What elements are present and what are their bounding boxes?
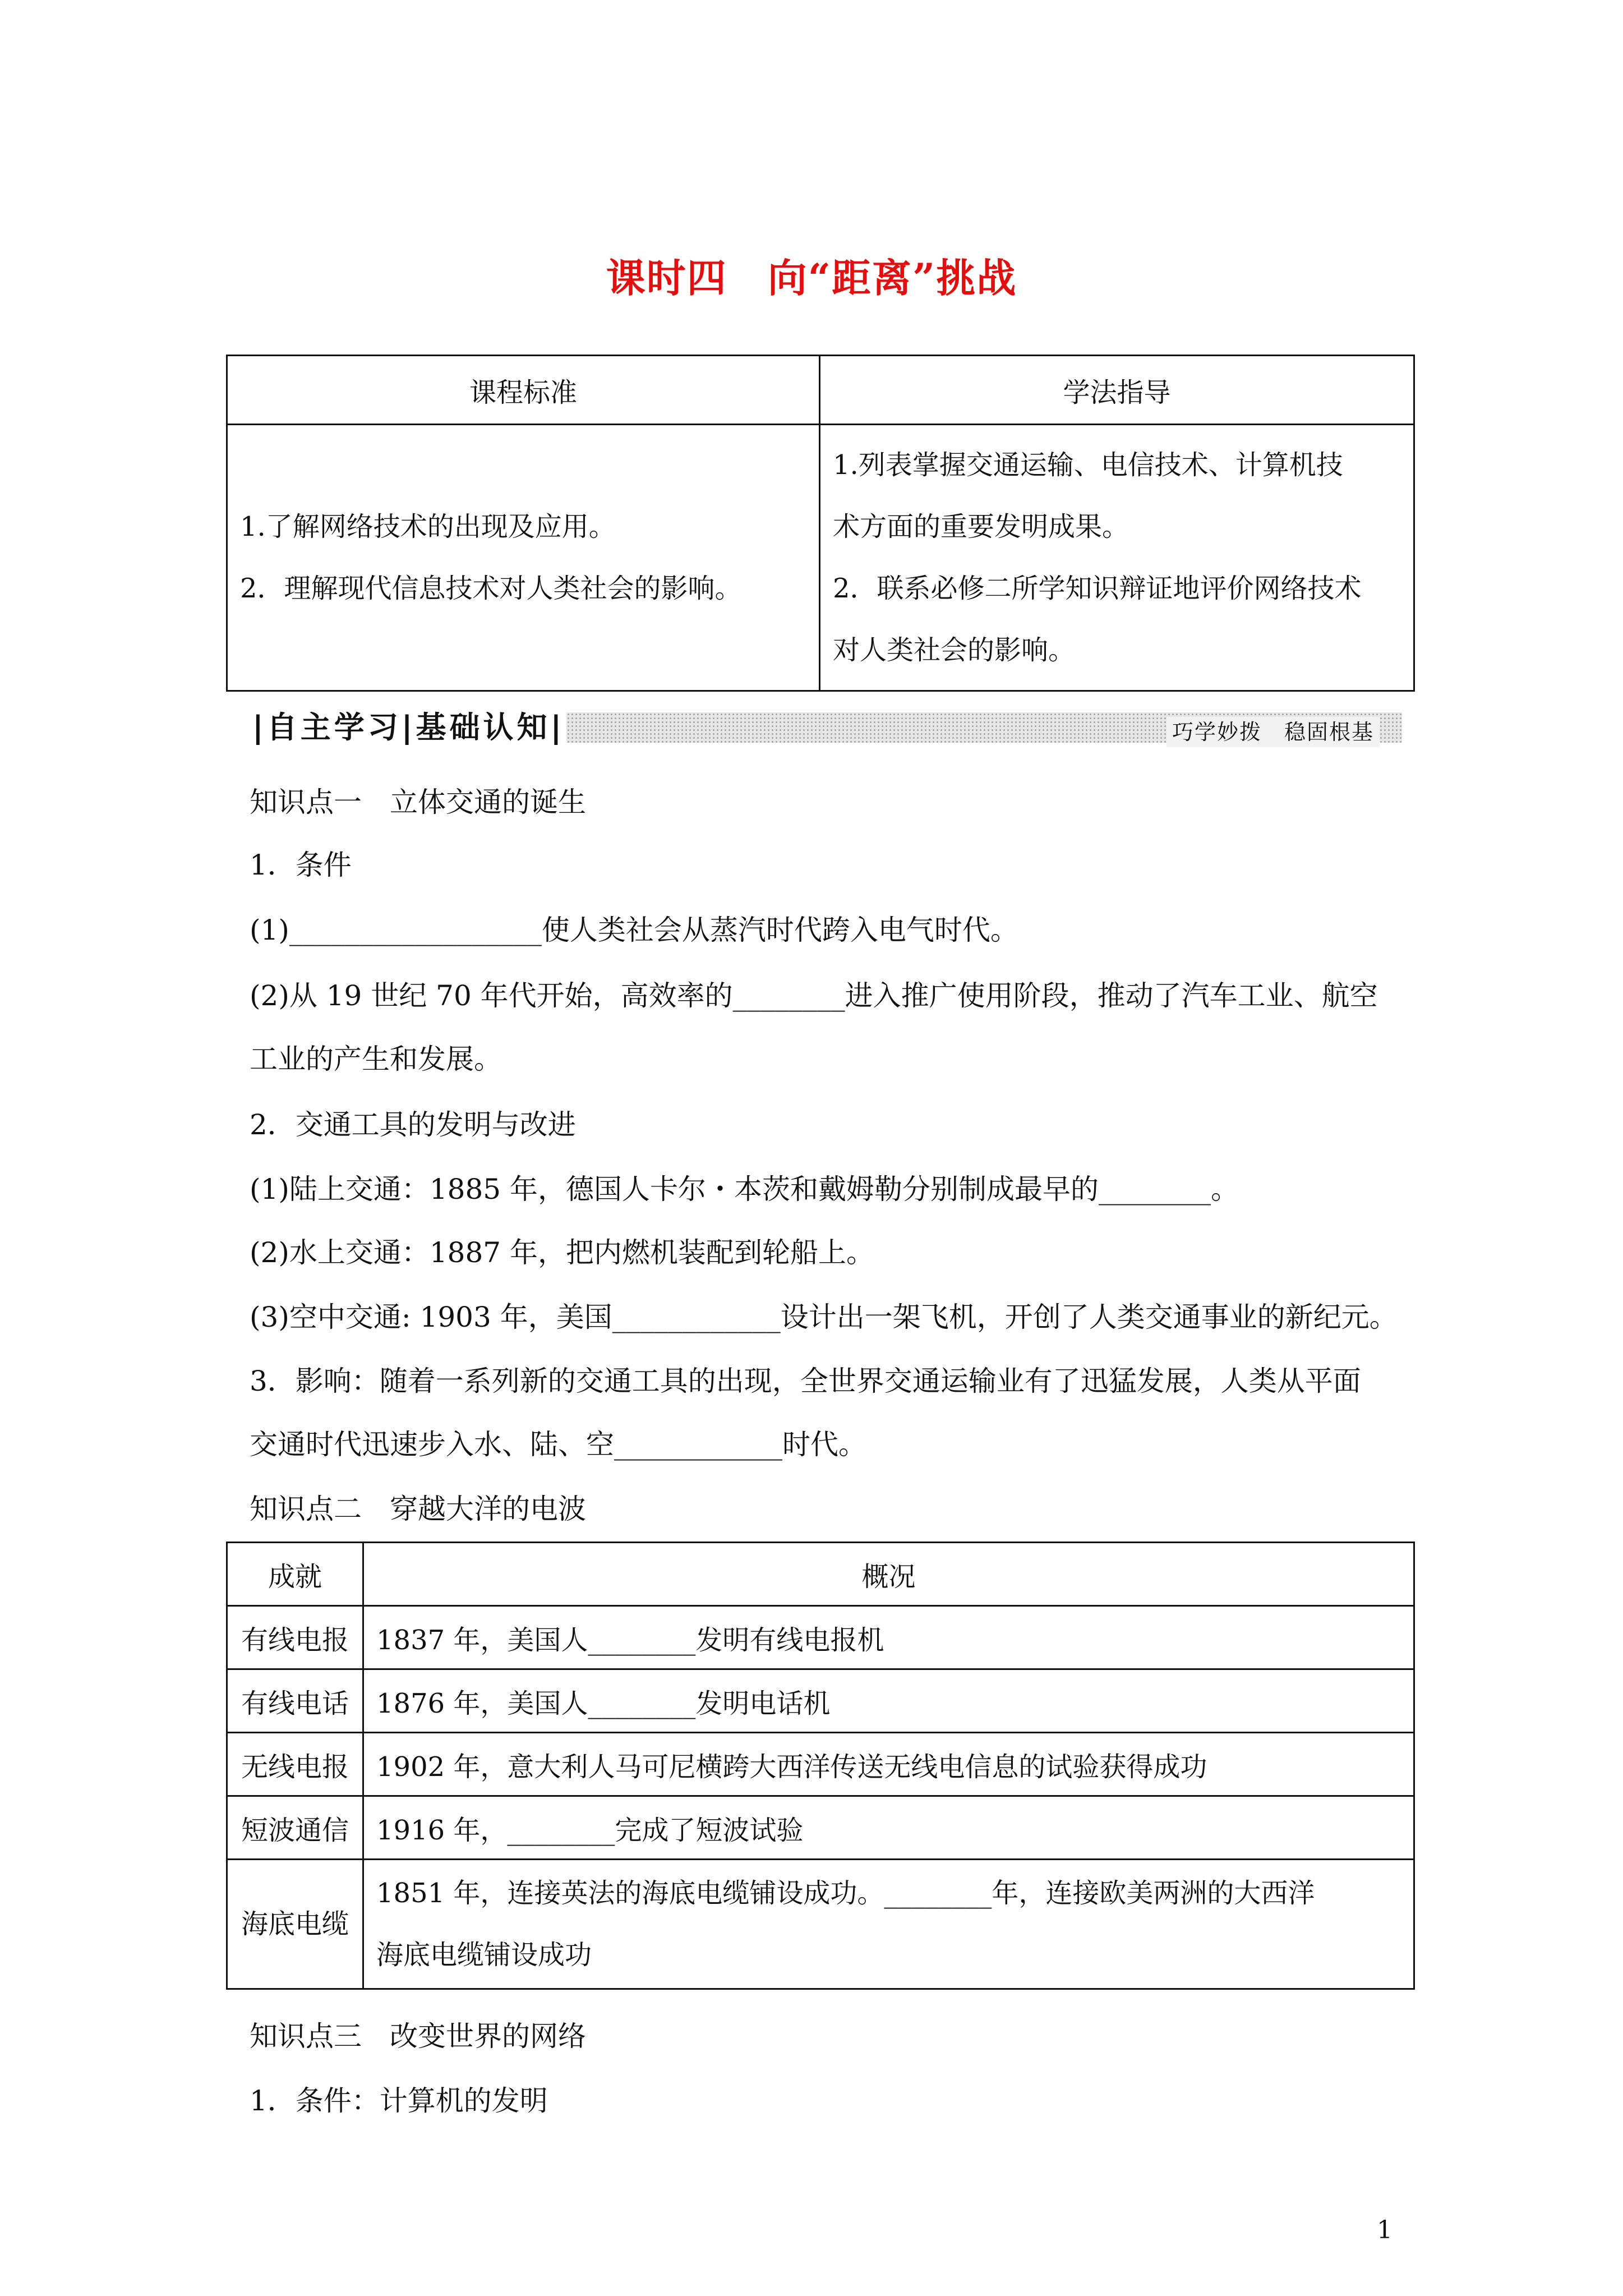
standards-cell xyxy=(227,425,820,691)
table-row xyxy=(227,1733,1414,1796)
course-standards-table xyxy=(226,355,1415,692)
achievements-table xyxy=(226,1542,1415,1990)
body-line: 1．条件 xyxy=(250,849,352,881)
col-header-standards: 课程标准 xyxy=(227,356,820,425)
achievement-detail-line-2: 海底电缆铺设成功 xyxy=(376,1939,592,1971)
banner-label: |自主学习|基础认知| xyxy=(252,710,565,745)
achievement-detail xyxy=(363,1860,1414,1989)
body-line: (1)__________________使人类社会从蒸汽时代跨入电气时代。 xyxy=(250,914,1018,946)
guidance-cell xyxy=(820,425,1414,691)
body-line: (1)陆上交通：1885 年，德国人卡尔・本茨和戴姆勒分别制成最早的________。 xyxy=(250,1173,1239,1205)
guidance-line-2: 术方面的重要发明成果。 xyxy=(833,511,1129,542)
body-line: 1．条件：计算机的发明 xyxy=(250,2085,548,2117)
body-line: (2)水上交通：1887 年，把内燃机装配到轮船上。 xyxy=(250,1236,874,1269)
achievement-name: 无线电报 xyxy=(227,1733,363,1796)
achievement-name: 有线电报 xyxy=(227,1606,363,1669)
body-line: (2)从 19 世纪 70 年代开始，高效率的________进入推广使用阶段，推动了汽车工业、航空 xyxy=(250,979,1378,1012)
table-row xyxy=(227,1796,1414,1860)
col-header-guidance: 学法指导 xyxy=(820,356,1414,425)
section-banner xyxy=(252,708,1402,747)
table-row xyxy=(227,1860,1414,1989)
page-title: 课时四 向“距离”挑战 xyxy=(606,255,1017,301)
knowledge-point-2-heading: 知识点二 穿越大洋的电波 xyxy=(250,1493,586,1525)
body-line: (3)空中交通: 1903 年，美国____________设计出一架飞机，开创了人类交通事业的新纪元。 xyxy=(250,1301,1398,1333)
knowledge-point-3-heading: 知识点三 改变世界的网络 xyxy=(250,2020,586,2053)
col-header-overview: 概况 xyxy=(363,1543,1414,1606)
banner-dotted-bar xyxy=(566,712,1402,743)
table-header-row xyxy=(227,1543,1414,1606)
achievement-name: 有线电话 xyxy=(227,1669,363,1733)
page-number: 1 xyxy=(1377,2216,1393,2244)
table-header-row xyxy=(227,356,1414,425)
achievement-detail: 1916 年，________完成了短波试验 xyxy=(363,1796,1414,1860)
table-row xyxy=(227,425,1414,691)
achievement-name: 短波通信 xyxy=(227,1796,363,1860)
col-header-achievement: 成就 xyxy=(227,1543,363,1606)
achievement-detail: 1876 年，美国人________发明电话机 xyxy=(363,1669,1414,1733)
table-row xyxy=(227,1669,1414,1733)
body-line: 2．交通工具的发明与改进 xyxy=(250,1108,576,1141)
achievement-detail: 1837 年，美国人________发明有线电报机 xyxy=(363,1606,1414,1669)
achievement-name: 海底电缆 xyxy=(227,1860,363,1989)
guidance-line-3: 2．联系必修二所学知识辩证地评价网络技术 xyxy=(833,573,1362,604)
standards-line-2: 2．理解现代信息技术对人类社会的影响。 xyxy=(240,573,742,604)
table-row xyxy=(227,1606,1414,1669)
banner-slogan: 巧学妙拨 稳固根基 xyxy=(1166,717,1380,747)
standards-line-1: 1.了解网络技术的出现及应用。 xyxy=(240,511,616,542)
guidance-line-4: 对人类社会的影响。 xyxy=(833,634,1076,666)
body-line: 3．影响：随着一系列新的交通工具的出现，全世界交通运输业有了迅猛发展，人类从平面 xyxy=(250,1365,1361,1397)
achievement-detail-line-1: 1851 年，连接英法的海底电缆铺设成功。________年，连接欧美两洲的大西洋 xyxy=(376,1878,1315,1909)
body-line: 工业的产生和发展。 xyxy=(250,1043,502,1075)
achievement-detail: 1902 年，意大利人马可尼横跨大西洋传送无线电信息的试验获得成功 xyxy=(363,1733,1414,1796)
knowledge-point-1-heading: 知识点一 立体交通的诞生 xyxy=(250,786,586,818)
body-line: 交通时代迅速步入水、陆、空____________时代。 xyxy=(250,1428,866,1461)
guidance-line-1: 1.列表掌握交通运输、电信技术、计算机技 xyxy=(833,449,1343,481)
